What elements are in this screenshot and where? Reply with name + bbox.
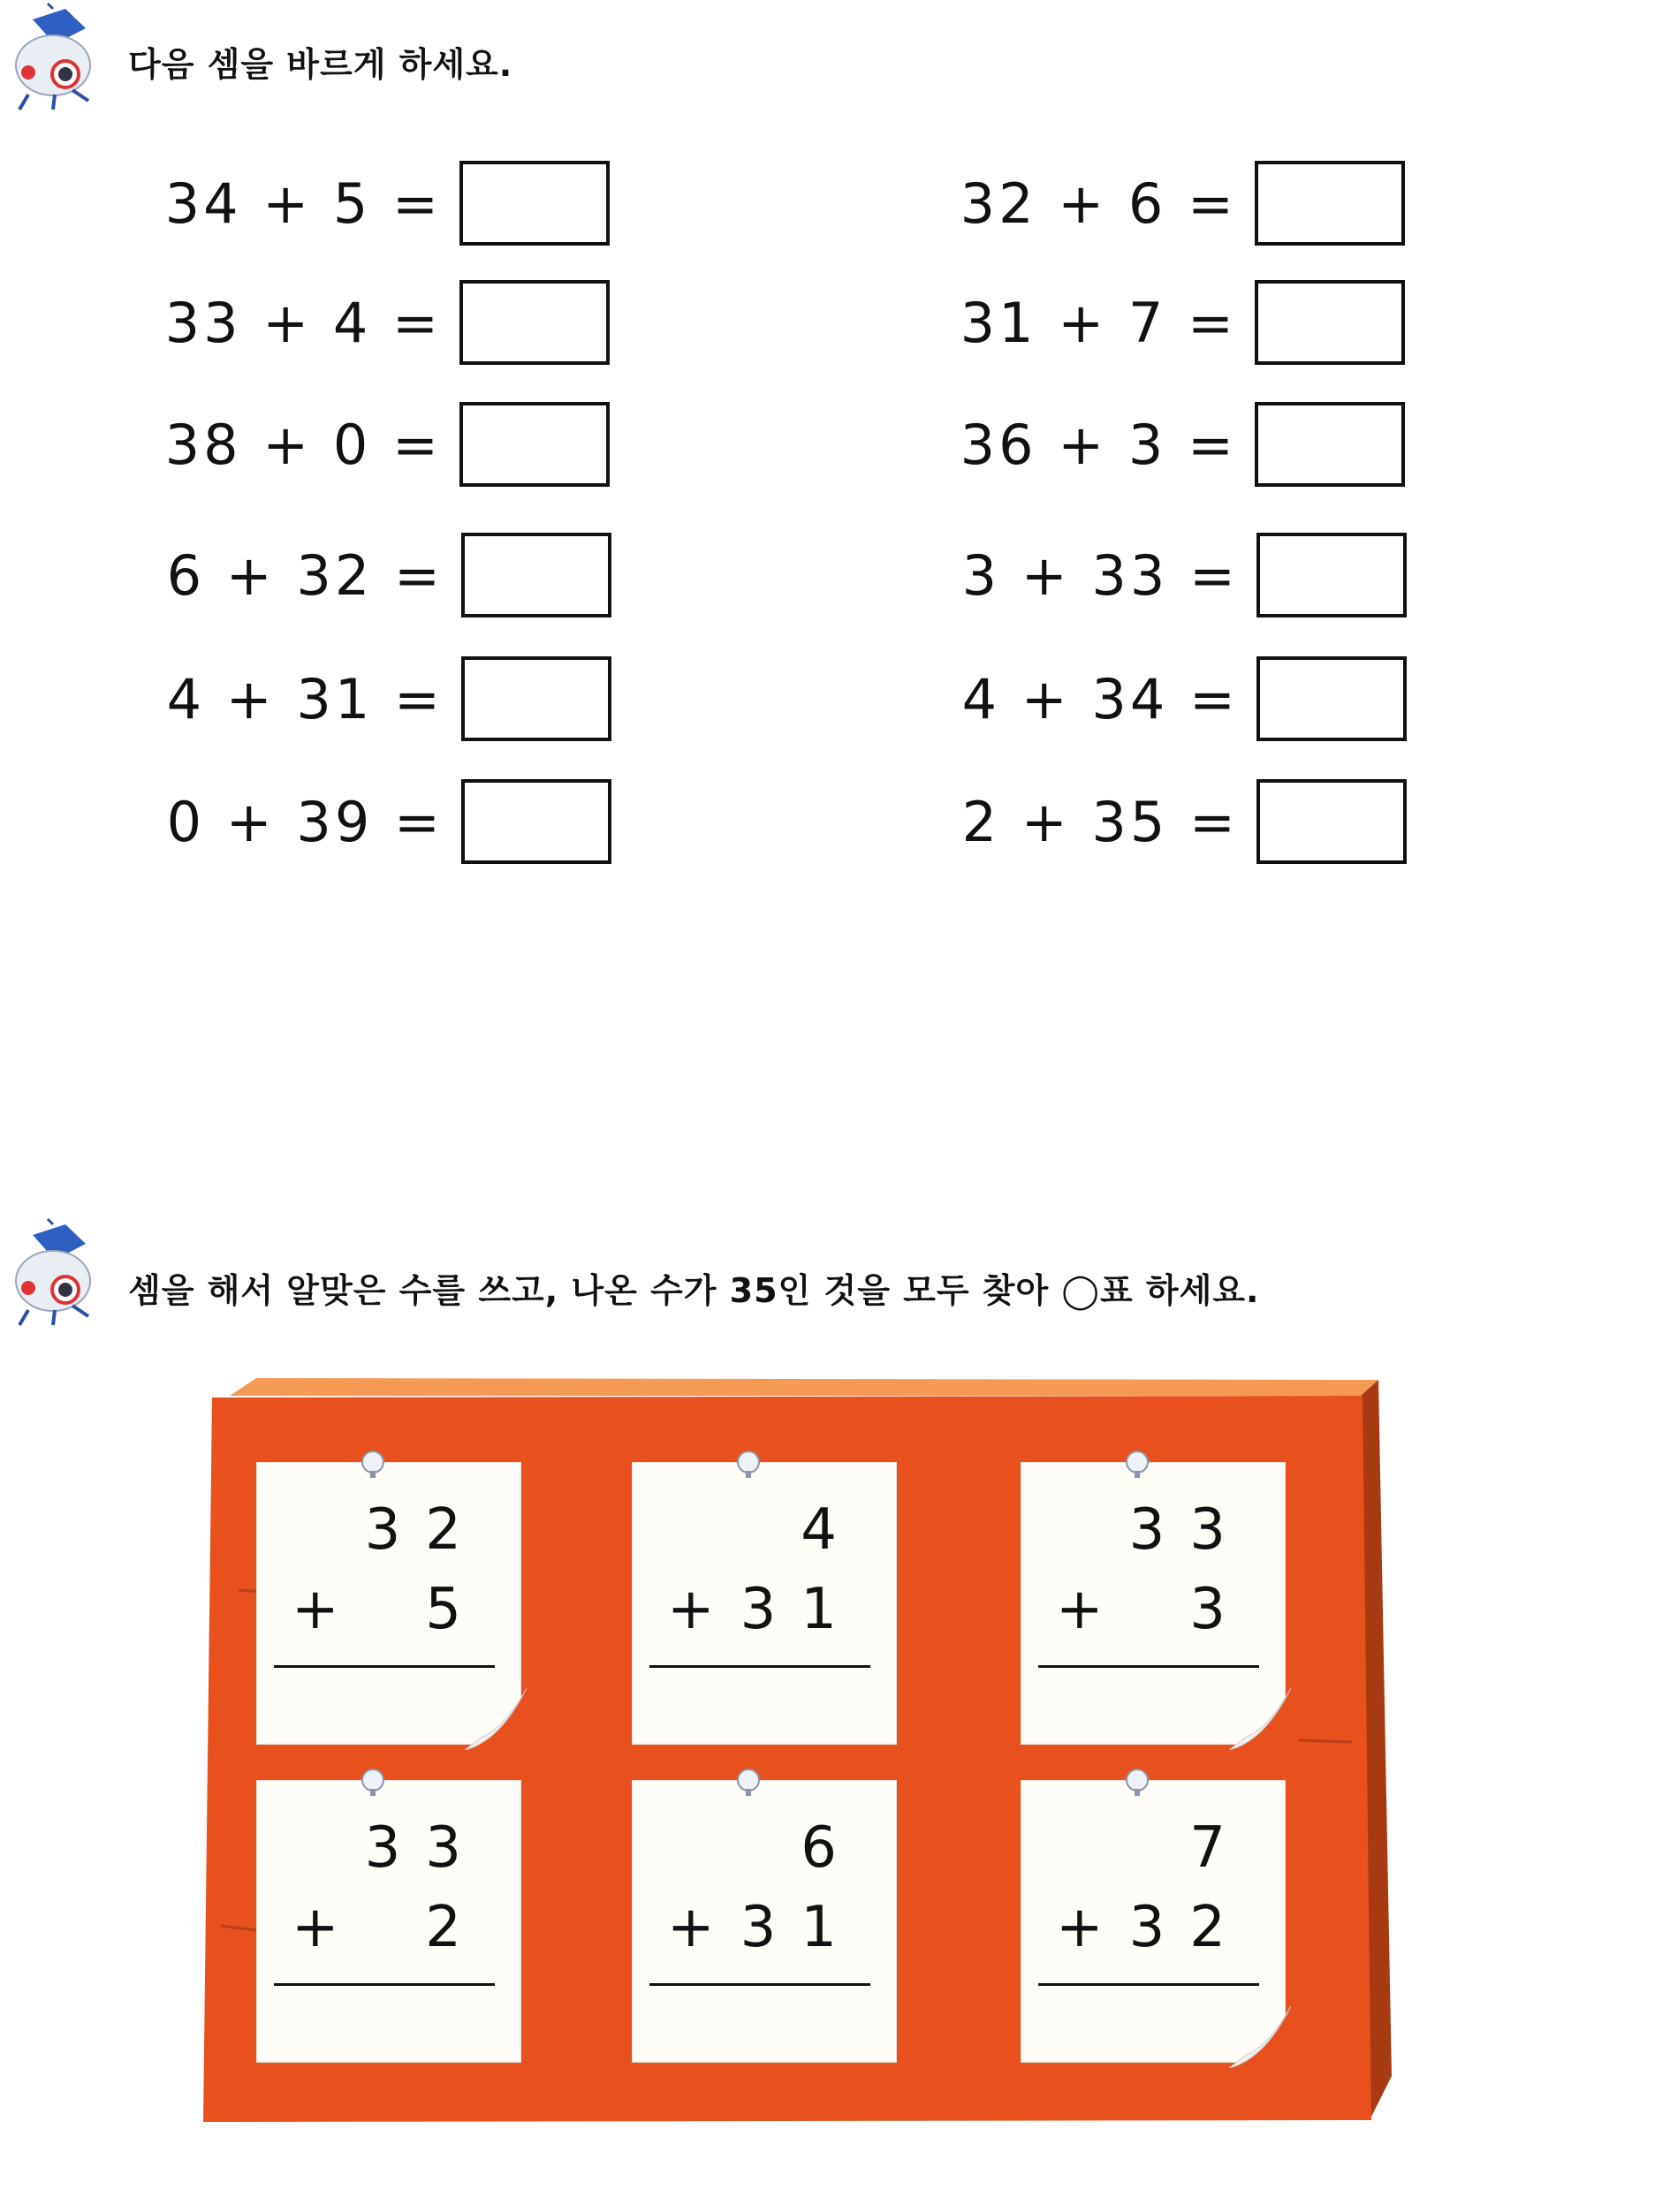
push-pin-icon	[733, 1450, 763, 1480]
equation-row	[960, 280, 1405, 368]
equation-row	[961, 533, 1407, 621]
answer-box[interactable]	[1256, 533, 1407, 617]
answer-box[interactable]	[461, 533, 611, 617]
plus-sign: +	[667, 1577, 715, 1642]
note-top-number: 33	[1128, 1497, 1250, 1563]
answer-line[interactable]	[1038, 1665, 1259, 1668]
equation-text: 33 + 4 =	[164, 291, 442, 355]
equation-text: 3 + 33 =	[961, 543, 1239, 608]
plus-sign: +	[1056, 1577, 1104, 1642]
equation-row	[960, 402, 1405, 490]
paper-curl	[1229, 1688, 1291, 1750]
equation-row	[166, 533, 611, 621]
equation-row	[166, 779, 611, 867]
plus-sign: +	[1056, 1895, 1104, 1960]
equation-text: 4 + 34 =	[961, 667, 1239, 731]
note-top-number: 33	[364, 1815, 486, 1881]
note-addend: 3	[1189, 1577, 1250, 1642]
answer-box[interactable]	[459, 402, 610, 487]
note-top-number: 4	[801, 1497, 862, 1563]
note-addend: 2	[425, 1895, 486, 1960]
equation-text: 6 + 32 =	[166, 543, 444, 608]
plus-sign: +	[292, 1895, 339, 1960]
equation-row	[961, 779, 1407, 867]
robot-mascot-icon	[2, 2, 99, 112]
robot-mascot-icon	[2, 1217, 99, 1328]
note-addend: 32	[1128, 1895, 1250, 1960]
instruction-2: 셈을 해서 알맞은 수를 쓰고, 나온 수가 35인 것을 모두 찾아 ◯표 하세요.	[128, 1271, 1260, 1310]
note-card	[632, 1780, 897, 2063]
equation-row	[166, 656, 611, 745]
equation-text: 31 + 7 =	[960, 291, 1237, 355]
push-pin-icon	[1122, 1450, 1152, 1480]
paper-curl	[465, 1688, 527, 1750]
push-pin-icon	[358, 1450, 388, 1480]
answer-box[interactable]	[461, 656, 611, 741]
plus-sign: +	[667, 1895, 715, 1960]
note-addend: 5	[425, 1577, 486, 1642]
equation-row	[164, 402, 610, 490]
push-pin-icon	[733, 1768, 763, 1798]
equation-row	[164, 280, 610, 368]
equation-text: 38 + 0 =	[164, 413, 442, 477]
note-card	[1021, 1780, 1286, 2063]
note-addend: 31	[740, 1577, 862, 1642]
equation-row	[164, 161, 610, 249]
note-card	[256, 1780, 521, 2063]
paper-curl	[1229, 2006, 1291, 2068]
equation-row	[960, 161, 1405, 249]
note-card	[632, 1462, 897, 1745]
answer-line[interactable]	[274, 1983, 495, 1986]
push-pin-icon	[358, 1768, 388, 1798]
note-addend: 31	[740, 1895, 862, 1960]
answer-line[interactable]	[274, 1665, 495, 1668]
equation-text: 2 + 35 =	[961, 790, 1239, 854]
answer-line[interactable]	[649, 1665, 870, 1668]
answer-box[interactable]	[459, 161, 610, 246]
equation-text: 36 + 3 =	[960, 413, 1237, 477]
answer-box[interactable]	[1255, 161, 1405, 246]
answer-box[interactable]	[1256, 656, 1407, 741]
instruction-1: 다음 셈을 바르게 하세요.	[128, 45, 513, 84]
answer-box[interactable]	[1255, 402, 1405, 487]
answer-box[interactable]	[459, 280, 610, 365]
equation-text: 4 + 31 =	[166, 667, 444, 731]
equation-text: 34 + 5 =	[164, 171, 442, 236]
equation-row	[961, 656, 1407, 745]
answer-line[interactable]	[649, 1983, 870, 1986]
push-pin-icon	[1122, 1768, 1152, 1798]
answer-line[interactable]	[1038, 1983, 1259, 1986]
equation-text: 0 + 39 =	[166, 790, 444, 854]
answer-box[interactable]	[1256, 779, 1407, 864]
note-top-number: 32	[364, 1497, 486, 1563]
note-top-number: 7	[1189, 1815, 1250, 1881]
answer-box[interactable]	[461, 779, 611, 864]
plus-sign: +	[292, 1577, 339, 1642]
shelf	[203, 1378, 1423, 2138]
equation-text: 32 + 6 =	[960, 171, 1237, 236]
answer-box[interactable]	[1255, 280, 1405, 365]
note-card	[1021, 1462, 1286, 1745]
note-top-number: 6	[801, 1815, 862, 1881]
note-card	[256, 1462, 521, 1745]
